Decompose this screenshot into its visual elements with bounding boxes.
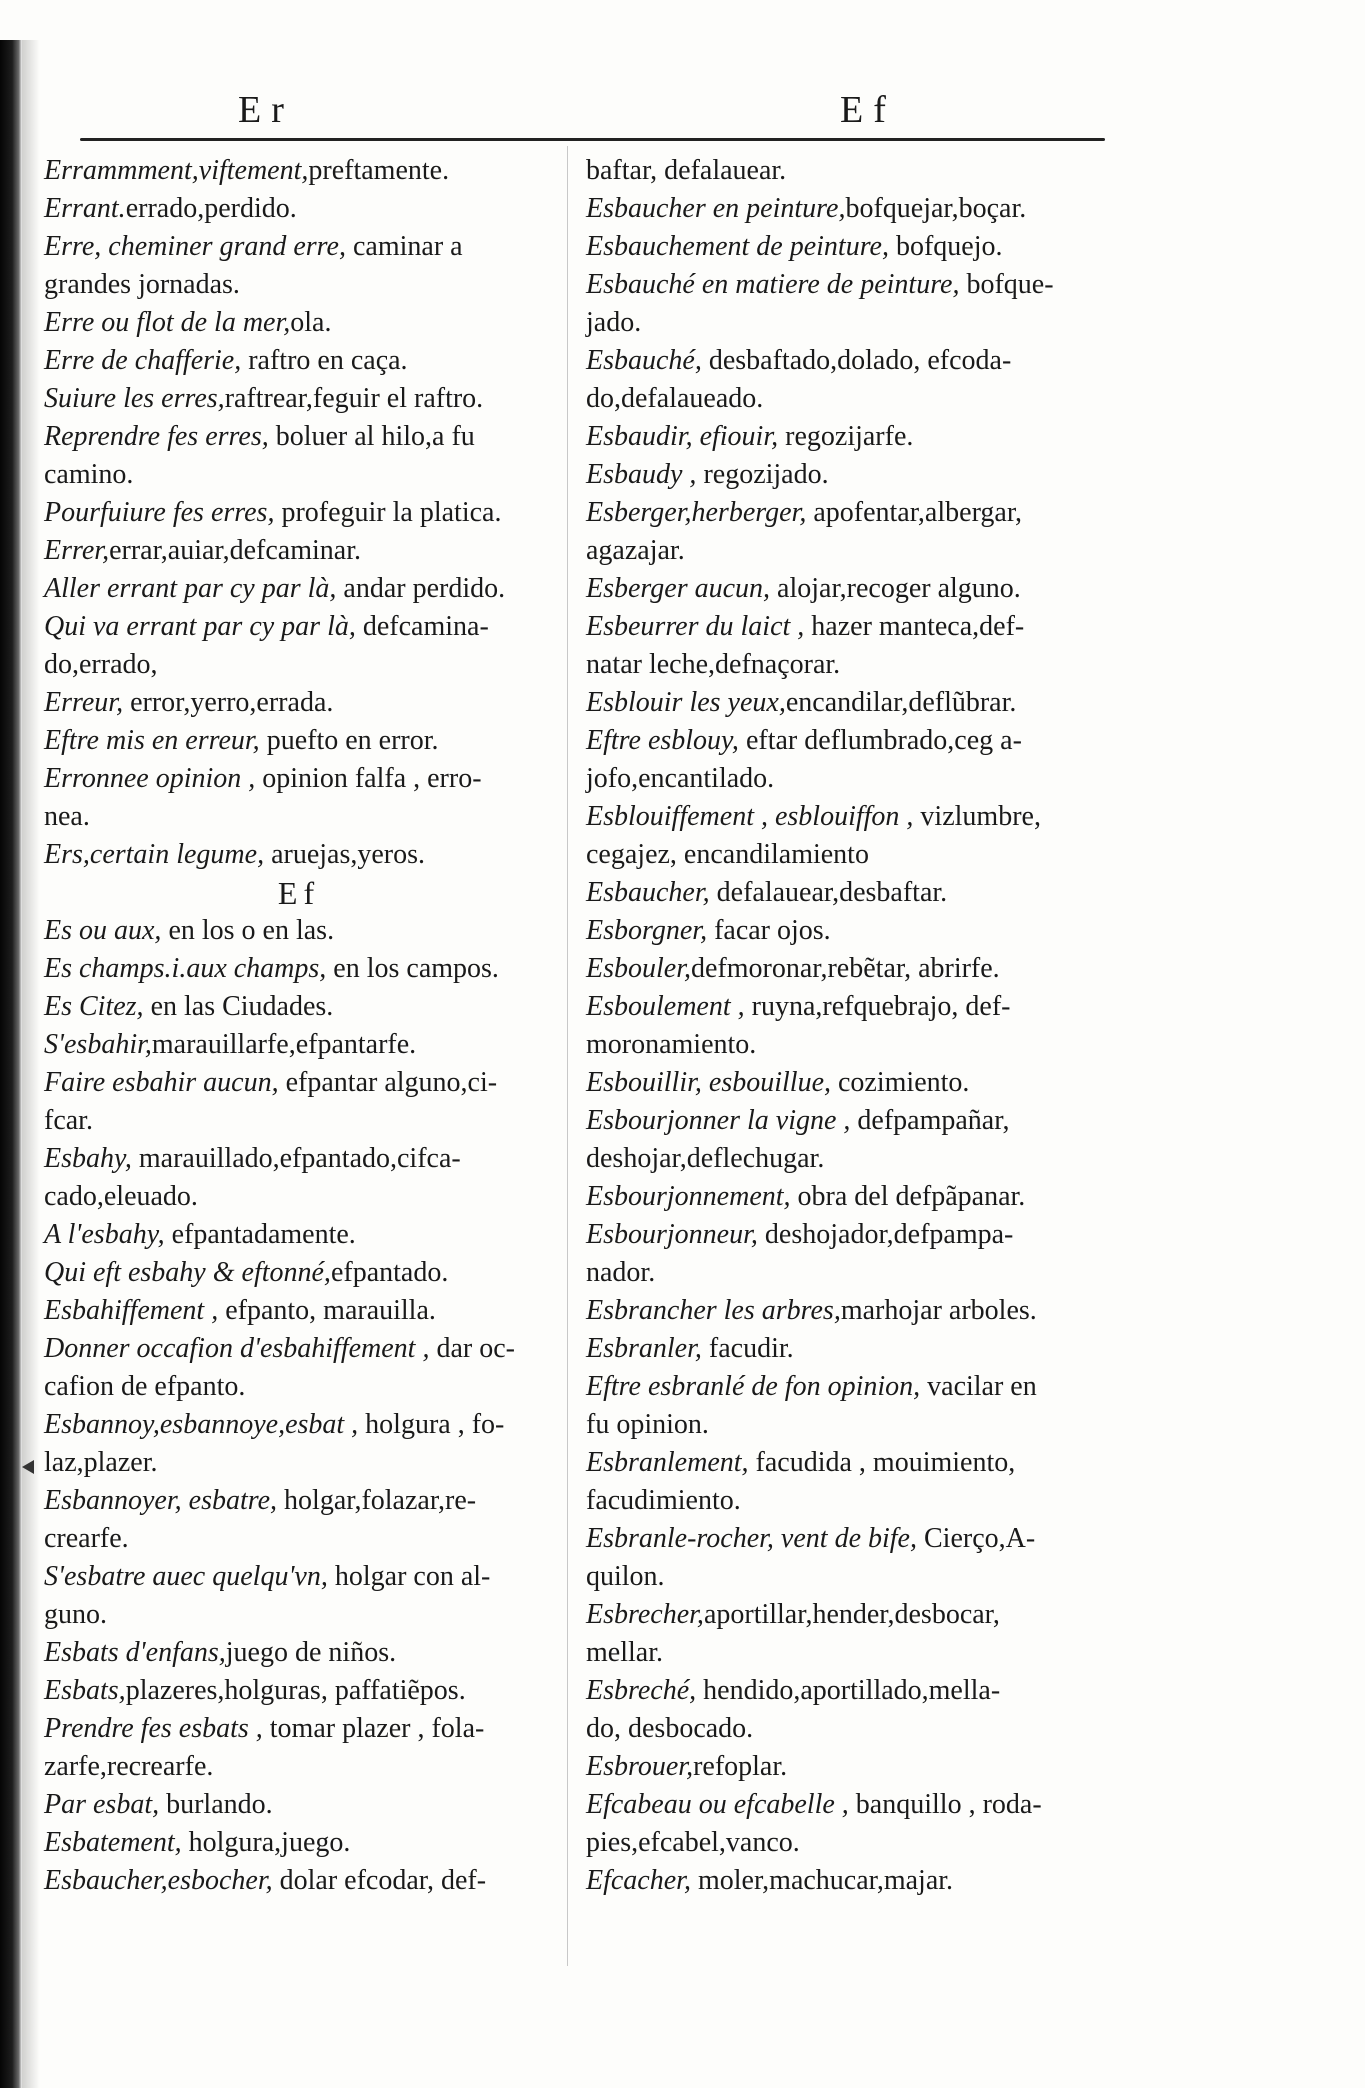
translation: burlando. [159, 1789, 273, 1820]
translation: nea. [44, 801, 90, 832]
dictionary-line [586, 1520, 1126, 1558]
dictionary-line [44, 152, 554, 190]
dictionary-line [44, 1710, 554, 1748]
binding-shadow [22, 40, 40, 2088]
translation: error,yerro,errada. [123, 687, 334, 718]
dictionary-line [44, 190, 554, 228]
translation: fcar. [44, 1105, 93, 1136]
headword: Esbaudy , [586, 459, 697, 490]
headword: Esbahy, [44, 1143, 132, 1174]
translation: cado,eleuado. [44, 1181, 198, 1212]
translation: dolar efcodar, def- [272, 1865, 487, 1896]
dictionary-line [44, 266, 554, 304]
translation: raftro en caça. [241, 345, 408, 376]
dictionary-line [44, 760, 554, 798]
dictionary-line [586, 684, 1126, 722]
dictionary-line [586, 760, 1126, 798]
dictionary-line [44, 342, 554, 380]
dictionary-line [586, 1710, 1126, 1748]
dictionary-line [586, 1026, 1126, 1064]
headword: Esborgner, [586, 915, 708, 946]
headword: Errant. [44, 193, 126, 224]
translation: facar ojos. [707, 915, 831, 946]
translation: errar,auiar,defcaminar. [109, 535, 361, 566]
headword: Esbauchement de peinture, [586, 231, 889, 262]
dictionary-line [586, 1558, 1126, 1596]
header-rule [80, 138, 1105, 141]
dictionary-line [586, 1672, 1126, 1710]
dictionary-line [44, 1026, 554, 1064]
dictionary-line [44, 988, 554, 1026]
translation: marhojar arboles. [840, 1295, 1037, 1326]
translation: cegajez, encandilamiento [586, 839, 869, 870]
headword: Erronnee opinion , [44, 763, 256, 794]
headword: Esbaudir, efiouir, [586, 421, 779, 452]
dictionary-line [586, 1748, 1126, 1786]
dictionary-line [586, 836, 1126, 874]
translation: eftar deflumbrado,ceg a- [738, 725, 1022, 756]
headword: Esbourjonnement, [586, 1181, 791, 1212]
translation: refoplar. [693, 1751, 788, 1782]
headword: Esbrancher les arbres, [586, 1295, 841, 1326]
dictionary-line [44, 722, 554, 760]
section-heading: Ef [277, 875, 321, 911]
translation: regozijarfe. [778, 421, 914, 452]
translation: deshojador,defpampa- [757, 1219, 1014, 1250]
headword: Reprendre fes erres, [44, 421, 269, 452]
dictionary-line [44, 1748, 554, 1786]
translation: raftrear,feguir el raftro. [224, 383, 484, 414]
translation: facudimiento. [586, 1485, 741, 1516]
dictionary-line [586, 1862, 1126, 1900]
headword: Qui eft esbahy & eftonné, [44, 1257, 331, 1288]
translation: cozimiento. [831, 1067, 970, 1098]
dictionary-line [44, 1596, 554, 1634]
headword: A l'esbahy, [44, 1219, 165, 1250]
dictionary-line [44, 684, 554, 722]
dictionary-line [44, 494, 554, 532]
translation: regozijado. [696, 459, 829, 490]
translation: defmoronar,rebẽtar, abrirfe. [691, 953, 1000, 984]
translation: facudida , mouimiento, [748, 1447, 1016, 1478]
dictionary-line [44, 646, 554, 684]
translation: laz,plazer. [44, 1447, 158, 1478]
dictionary-line [44, 950, 554, 988]
dictionary-line [586, 304, 1126, 342]
headword: Esbranle-rocher, vent de bife, [586, 1523, 917, 1554]
dictionary-line [44, 608, 554, 646]
dictionary-line [44, 1064, 554, 1102]
headword: Esberger aucun, [586, 573, 771, 604]
translation: camino. [44, 459, 134, 490]
headword: Esbranler, [586, 1333, 702, 1364]
headword: Esbauché en matiere de peinture, [586, 269, 960, 300]
right-column [586, 152, 1126, 1900]
headword: Es Citez, [44, 991, 144, 1022]
headword: Esbeurrer du laict , [586, 611, 805, 642]
headword: Esblouiffement , esblouiffon , [586, 801, 914, 832]
translation: ola. [290, 307, 332, 338]
dictionary-line [586, 950, 1126, 988]
dictionary-line [586, 1330, 1126, 1368]
headword: Esbourjonneur, [586, 1219, 758, 1250]
headword: Esboulement , [586, 991, 745, 1022]
dictionary-line [586, 1596, 1126, 1634]
dictionary-line [586, 570, 1126, 608]
translation: efpantar alguno,ci- [278, 1067, 498, 1098]
headword: Esbourjonner la vigne , [586, 1105, 851, 1136]
translation: andar perdido. [336, 573, 506, 604]
translation: baftar, defalauear. [586, 155, 787, 186]
translation: hazer manteca,def- [804, 611, 1025, 642]
translation: ruyna,refquebrajo, def- [744, 991, 1011, 1022]
headword: Es ou aux, [44, 915, 162, 946]
translation: en los o en las. [161, 915, 335, 946]
dictionary-line [44, 1292, 554, 1330]
book-binding-edge [0, 40, 22, 2088]
headword: Qui va errant par cy par là, [44, 611, 356, 642]
translation: efpantado. [330, 1257, 449, 1288]
translation: efpanto, marauilla. [218, 1295, 436, 1326]
headword: Errammment,viftement, [44, 155, 309, 186]
translation: profeguir la platica. [274, 497, 502, 528]
headword: Esbaucher en peinture, [586, 193, 846, 224]
translation: deshojar,deflechugar. [586, 1143, 825, 1174]
dictionary-line [44, 1368, 554, 1406]
dictionary-line [44, 1862, 554, 1900]
dictionary-line [586, 1292, 1126, 1330]
dictionary-line [44, 1520, 554, 1558]
dictionary-line [44, 418, 554, 456]
headword: S'esbatre auec quelqu'vn, [44, 1561, 328, 1592]
headword: Eftre esblouy, [586, 725, 739, 756]
dictionary-line [586, 1178, 1126, 1216]
dictionary-line [44, 1672, 554, 1710]
translation: aruejas,yeros. [264, 839, 425, 870]
translation: aportillar,hender,desbocar, [703, 1599, 1000, 1630]
dictionary-line [44, 1786, 554, 1824]
translation: alojar,recoger alguno. [770, 573, 1021, 604]
dictionary-line [586, 1064, 1126, 1102]
translation: bofquejar,boçar. [845, 193, 1027, 224]
headword: Erre, cheminer grand erre, [44, 231, 346, 262]
translation: defpampañar, [850, 1105, 1010, 1136]
translation: mellar. [586, 1637, 663, 1668]
dictionary-line [586, 494, 1126, 532]
dictionary-line [44, 456, 554, 494]
translation: banquillo , roda- [848, 1789, 1042, 1820]
translation: preftamente. [308, 155, 450, 186]
dictionary-line [586, 418, 1126, 456]
translation: do, desbocado. [586, 1713, 754, 1744]
translation: juego de niños. [225, 1637, 397, 1668]
dictionary-line [44, 1216, 554, 1254]
dictionary-line [586, 1216, 1126, 1254]
dictionary-line [586, 456, 1126, 494]
translation: moronamiento. [586, 1029, 757, 1060]
headword: Erreur, [44, 687, 124, 718]
dictionary-line [586, 1368, 1126, 1406]
translation: holgura , fo- [358, 1409, 505, 1440]
dictionary-line [44, 1444, 554, 1482]
dictionary-line [586, 722, 1126, 760]
translation: Cierço,A- [916, 1523, 1036, 1554]
headword: Pourfuiure fes erres, [44, 497, 275, 528]
translation: quilon. [586, 1561, 665, 1592]
dictionary-line [44, 836, 554, 874]
dictionary-line [586, 266, 1126, 304]
headword: Esbahiffement , [44, 1295, 219, 1326]
translation: holgar,folazar,re- [277, 1485, 477, 1516]
headword: Errer, [44, 535, 110, 566]
translation: bofque- [959, 269, 1054, 300]
translation: efpantadamente. [164, 1219, 356, 1250]
dictionary-line [586, 1444, 1126, 1482]
headword: Faire esbahir aucun, [44, 1067, 279, 1098]
headword: Esbrecher, [586, 1599, 704, 1630]
headword: Suiure les erres, [44, 383, 225, 414]
headword: Aller errant par cy par là, [44, 573, 337, 604]
dictionary-line [44, 532, 554, 570]
translation: moler,machucar,majar. [690, 1865, 954, 1896]
dictionary-line [44, 798, 554, 836]
dictionary-line [44, 1482, 554, 1520]
headword: Par esbat, [44, 1789, 160, 1820]
translation: apofentar,albergar, [806, 497, 1023, 528]
headword: Esbannoyer, esbatre, [44, 1485, 278, 1516]
headword: Esbouler, [586, 953, 691, 984]
translation: en los campos. [326, 953, 499, 984]
translation: defalauear,desbaftar. [709, 877, 948, 908]
translation: do,errado, [44, 649, 158, 680]
translation: zarfe,recrearfe. [44, 1751, 214, 1782]
translation: caminar a [345, 231, 463, 262]
translation: facudir. [701, 1333, 794, 1364]
translation: vacilar en [920, 1371, 1037, 1402]
dictionary-line [44, 1254, 554, 1292]
translation: obra del defpãpanar. [790, 1181, 1026, 1212]
running-head-left: Er [238, 89, 294, 131]
translation: natar leche,defnaçorar. [586, 649, 841, 680]
dictionary-line [586, 228, 1126, 266]
translation: bofquejo. [888, 231, 1003, 262]
dictionary-line [44, 1558, 554, 1596]
translation: grandes jornadas. [44, 269, 240, 300]
translation: opinion falfa , erro- [255, 763, 482, 794]
translation: en las Ciudades. [143, 991, 334, 1022]
headword: Erre de chafferie, [44, 345, 242, 376]
column-divider [567, 146, 568, 1966]
dictionary-line [586, 380, 1126, 418]
dictionary-line [586, 608, 1126, 646]
dictionary-line [586, 1786, 1126, 1824]
translation: hendido,aportillado,mella- [696, 1675, 1001, 1706]
translation: plazeres,holguras, paffatiẽpos. [125, 1675, 466, 1706]
dictionary-line [44, 304, 554, 342]
translation: jado. [586, 307, 642, 338]
headword: S'esbahir, [44, 1029, 152, 1060]
dictionary-line [44, 1178, 554, 1216]
translation: errado,perdido. [125, 193, 297, 224]
headword: Eftre esbranlé de fon opinion, [586, 1371, 921, 1402]
dictionary-line [44, 228, 554, 266]
dictionary-line [586, 1140, 1126, 1178]
headword: Prendre fes esbats , [44, 1713, 263, 1744]
translation: desbaftado,dolado, efcoda- [701, 345, 1012, 376]
dictionary-line [586, 1482, 1126, 1520]
dictionary-line [44, 1140, 554, 1178]
translation: nador. [586, 1257, 656, 1288]
translation: dar oc- [429, 1333, 515, 1364]
translation: cafion de efpanto. [44, 1371, 246, 1402]
translation: agazajar. [586, 535, 685, 566]
dictionary-line [586, 1634, 1126, 1672]
headword: Esberger,herberger, [586, 497, 807, 528]
dictionary-line [44, 1406, 554, 1444]
translation: encandilar,deflũbrar. [785, 687, 1017, 718]
headword: Esbrouer, [586, 1751, 694, 1782]
translation: puefto en error. [259, 725, 439, 756]
dictionary-line [586, 646, 1126, 684]
headword: Ers,certain legume, [44, 839, 265, 870]
headword: Efcacher, [586, 1865, 691, 1896]
dictionary-line [586, 988, 1126, 1026]
translation: guno. [44, 1599, 107, 1630]
translation: boluer al hilo,a fu [268, 421, 475, 452]
translation: defcamina- [355, 611, 489, 642]
translation: vizlumbre, [913, 801, 1041, 832]
headword: Esbauché, [586, 345, 702, 376]
headword: Esbaucher,esbocher, [44, 1865, 273, 1896]
translation: jofo,encantilado. [586, 763, 775, 794]
dictionary-line [44, 1330, 554, 1368]
headword: Esblouir les yeux, [586, 687, 786, 718]
headword: Esbranlement, [586, 1447, 749, 1478]
dictionary-line [586, 798, 1126, 836]
dictionary-line [586, 152, 1126, 190]
translation: do,defalaueado. [586, 383, 764, 414]
translation: holgura,juego. [181, 1827, 351, 1858]
dictionary-line [586, 912, 1126, 950]
dictionary-line [586, 190, 1126, 228]
dictionary-line [44, 380, 554, 418]
headword: Esbaucher, [586, 877, 710, 908]
headword: Eftre mis en erreur, [44, 725, 260, 756]
translation: marauillarfe,efpantarfe. [151, 1029, 417, 1060]
headword: Esbats, [44, 1675, 126, 1706]
running-head-right: Ef [840, 89, 896, 131]
dictionary-line [44, 1824, 554, 1862]
dictionary-line [586, 532, 1126, 570]
translation: tomar plazer , fola- [262, 1713, 485, 1744]
headword: Donner occafion d'esbahiffement , [44, 1333, 430, 1364]
dictionary-line [586, 342, 1126, 380]
dictionary-line [44, 1102, 554, 1140]
headword: Es champs.i.aux champs, [44, 953, 327, 984]
dictionary-line [586, 1102, 1126, 1140]
dictionary-line [44, 570, 554, 608]
translation: pies,efcabel,vanco. [586, 1827, 800, 1858]
dictionary-line [586, 1254, 1126, 1292]
translation: holgar con al- [327, 1561, 491, 1592]
headword: Esbats d'enfans, [44, 1637, 226, 1668]
dictionary-line [586, 1406, 1126, 1444]
headword: Esbreché, [586, 1675, 697, 1706]
translation: marauillado,efpantado,cifca- [131, 1143, 461, 1174]
dictionary-line [586, 874, 1126, 912]
headword: Esbannoy,esbannoye,esbat , [44, 1409, 359, 1440]
translation: crearfe. [44, 1523, 129, 1554]
left-column [44, 152, 554, 1900]
headword: Esbatement, [44, 1827, 182, 1858]
dictionary-line [44, 1634, 554, 1672]
headword: Erre ou flot de la mer, [44, 307, 291, 338]
headword: Efcabeau ou efcabelle , [586, 1789, 849, 1820]
translation: fu opinion. [586, 1409, 709, 1440]
dictionary-line [586, 1824, 1126, 1862]
headword: Esbouillir, esbouillue, [586, 1067, 831, 1098]
dictionary-line [44, 912, 554, 950]
